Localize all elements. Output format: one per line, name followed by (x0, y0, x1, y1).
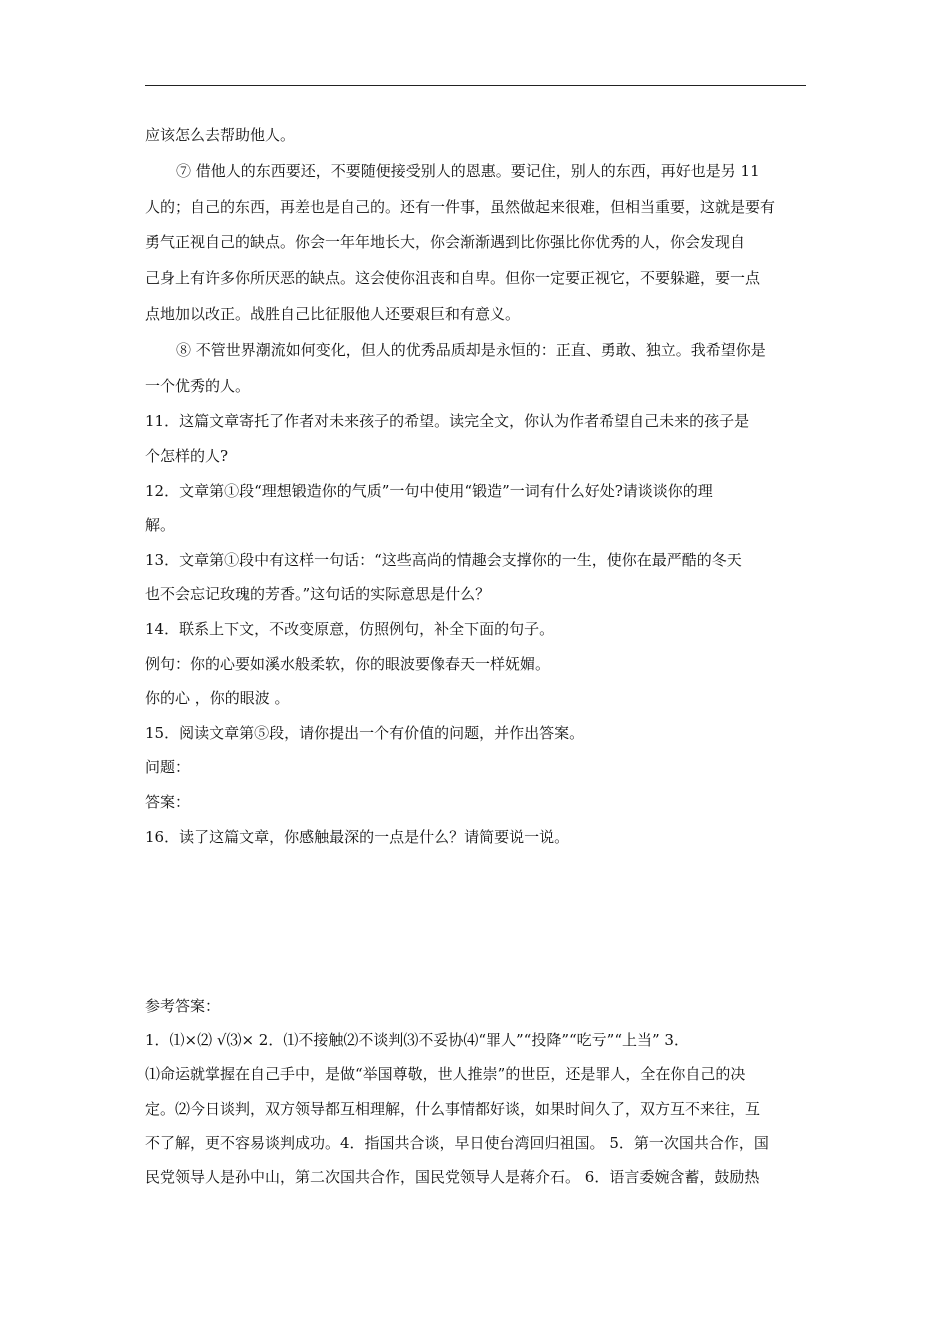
question-13-cont: 也不会忘记玫瑰的芳香。”这句话的实际意思是什么？ (145, 585, 491, 604)
fill-in-sentence: 你的心 ，你的眼波 。 (145, 689, 290, 708)
answer-line: 1．⑴×⑵ √⑶× 2．⑴不接触⑵不谈判⑶不妥协⑷“罪人”“投降”“吃亏”“上当” 3． (145, 1031, 689, 1050)
question-16: 16．读了这篇文章，你感触最深的一点是什么？请简要说一说。 (145, 827, 570, 846)
question-13: 13．文章第①段中有这样一句话：“这些高尚的情趣会支撑你的一生，使你在最严酷的冬天 (145, 550, 742, 569)
passage-line: 人的；自己的东西，再差也是自己的。还有一件事，虽然做起来很难，但相当重要，这就是要有 (145, 197, 776, 216)
answer-line: 民党领导人是孙中山，第二次国共合作，国民党领导人是蒋介石。 6．语言委婉含蓄，鼓励热 (145, 1167, 760, 1186)
question-11-cont: 个怎样的人? (145, 446, 229, 465)
paragraph-7-line: ⑦ 借他人的东西要还，不要随便接受别人的恩惠。要记住，别人的东西，再好也是另 11 (176, 161, 760, 180)
reference-answers (145, 989, 813, 1194)
question-15: 15．阅读文章第⑤段，请你提出一个有价值的问题，并作出答案。 (145, 723, 585, 742)
example-sentence: 例句：你的心要如溪水般柔软，你的眼波要像春天一样妩媚。 (145, 654, 551, 673)
answer-line: 不了解，更不容易谈判成功。4．指国共合谈，早日使台湾回归祖国。 5．第一次国共合作，国 (145, 1133, 769, 1152)
questions (145, 404, 813, 854)
blank-space (145, 854, 813, 989)
answer-line: 定。⑵今日谈判，双方领导都互相理解，什么事情都好谈，如果时间久了，双方互不来往，互 (145, 1099, 761, 1118)
question-14: 14．联系上下文，不改变原意，仿照例句，补全下面的句子。 (145, 619, 555, 638)
answer-label: 答案： (145, 792, 191, 811)
passage (145, 118, 813, 404)
paragraph-8-line: ⑧ 不管世界潮流如何变化，但人的优秀品质却是永恒的：正直、勇敢、独立。我希望你是 (176, 340, 766, 359)
answers-title: 参考答案： (145, 997, 221, 1016)
passage-line: 勇气正视自己的缺点。你会一年年地长大，你会渐渐遇到比你强比你优秀的人，你会发现自 (145, 233, 746, 252)
answer-line: ⑴命运就掌握在自己手中，是做“举国尊敬，世人推崇”的世臣，还是罪人，全在你自己的决 (145, 1065, 746, 1084)
question-12-cont: 解。 (145, 516, 176, 535)
header-rule (145, 85, 806, 86)
passage-line: 一个优秀的人。 (145, 376, 251, 395)
question-12: 12．文章第①段“理想锻造你的气质”一句中使用“锻造”一词有什么好处?请谈谈你的理 (145, 481, 713, 500)
passage-line: 点地加以改正。战胜自己比征服他人还要艰巨和有意义。 (145, 304, 521, 323)
document-body (145, 118, 813, 1194)
passage-line: 己身上有许多你所厌恶的缺点。这会使你沮丧和自卑。但你一定要正视它，不要躲避，要一点 (145, 269, 761, 288)
passage-line: 应该怎么去帮助他人。 (145, 126, 296, 144)
question-label: 问题： (145, 758, 191, 777)
question-11: 11．这篇文章寄托了作者对未来孩子的希望。读完全文，你认为作者希望自己未来的孩子是 (145, 412, 750, 431)
